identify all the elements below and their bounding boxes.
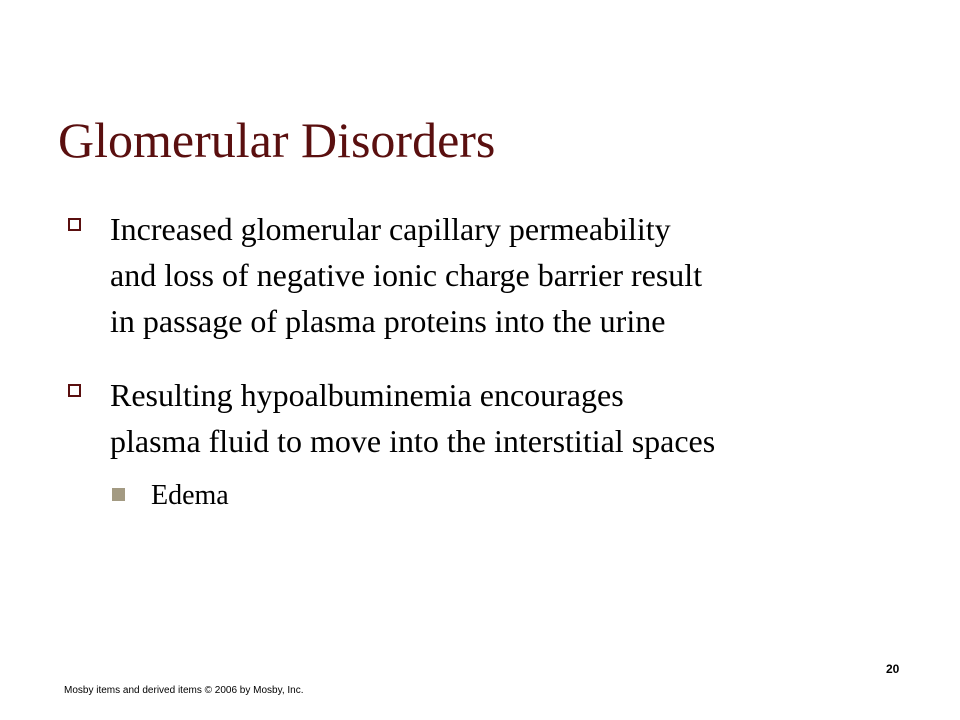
bullet-text	[110, 372, 920, 464]
hollow-square-bullet-icon	[68, 384, 81, 397]
slide-title: Glomerular Disorders	[58, 112, 496, 168]
bullet-line: Resulting hypoalbuminemia encourages	[110, 377, 624, 413]
bullet-line: in passage of plasma proteins into the urine	[110, 303, 666, 339]
hollow-square-bullet-icon	[68, 218, 81, 231]
sub-bullet-text: Edema	[151, 480, 229, 511]
page-number: 20	[886, 662, 900, 676]
bullet-line: Increased glomerular capillary permeability	[110, 211, 671, 247]
bullet-line: plasma fluid to move into the interstitial spaces	[110, 423, 716, 459]
bullet-line: and loss of negative ionic charge barrier result	[110, 257, 703, 293]
filled-square-bullet-icon	[112, 488, 125, 501]
bullet-text	[110, 206, 920, 344]
copyright-notice: Mosby items and derived items © 2006 by Mosby, Inc.	[64, 685, 304, 696]
